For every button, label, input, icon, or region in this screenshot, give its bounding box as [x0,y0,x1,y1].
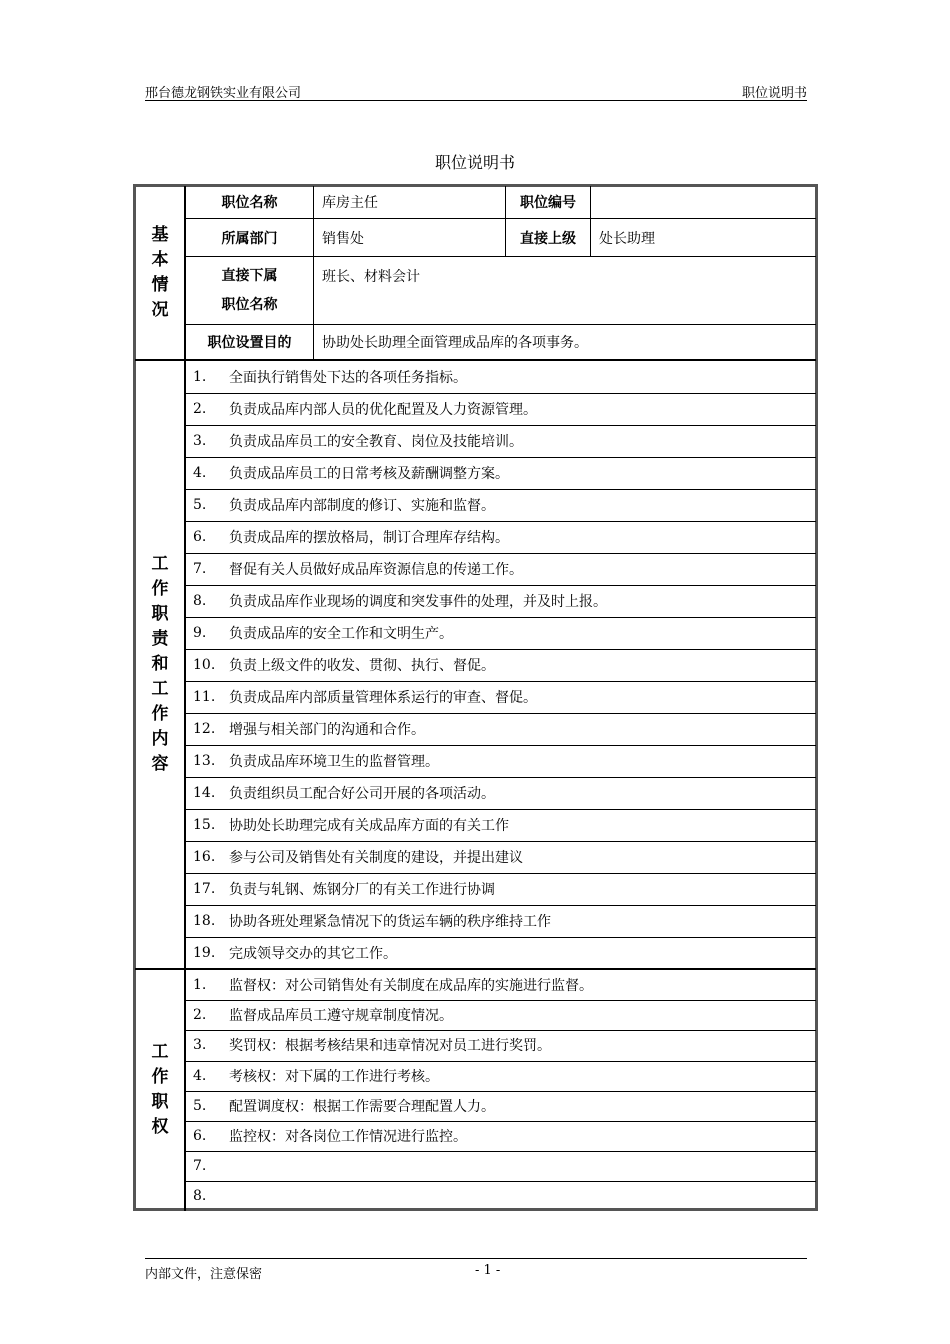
item-number: 5. [193,497,207,513]
list-item [185,1061,816,1091]
item-text: 参与公司及销售处有关制度的建设，并提出建议 [229,850,523,866]
confidential-note: 内部文件，注意保密 [145,1267,263,1282]
list-item [185,585,816,617]
item-text: 配置调度权：根据工作需要合理配置人力。 [229,1098,495,1115]
position-name-label: 职位名称 [221,195,278,211]
department-label: 所属部门 [221,230,278,247]
item-number: 2. [193,1007,207,1024]
header-doc-type: 职位说明书 [741,86,807,101]
purpose-label: 职位设置目的 [207,335,292,351]
list-item [185,777,816,809]
item-text: 增强与相关部门的沟通和合作。 [229,722,425,738]
item-number: 14. [193,785,216,801]
position-no-label: 职位编号 [520,195,576,211]
department-value: 销售处 [322,230,364,247]
item-text: 负责成品库的摆放格局，制订合理库存结构。 [229,530,509,546]
item-text: 监督权：对公司销售处有关制度在成品库的实施进行监督。 [229,978,593,995]
list-item [185,1030,816,1060]
item-text: 考核权：对下属的工作进行考核。 [229,1068,439,1085]
list-item [185,489,816,521]
item-number: 7. [193,561,207,577]
item-text: 负责成品库内部质量管理体系运行的审查、督促。 [229,690,537,706]
authority-section-label: 工 作 职 权 [151,1042,169,1137]
list-item [185,873,816,905]
item-text: 负责上级文件的收发、贯彻、执行、督促。 [229,658,495,674]
basic-info-section-label: 基 本 情 况 [151,224,169,320]
item-number: 15. [193,817,216,833]
item-number: 4. [193,465,207,481]
item-text: 完成领导交办的其它工作。 [229,946,397,962]
superior-label: 直接上级 [520,230,576,247]
item-number: 9. [193,625,207,641]
list-item [185,1091,816,1121]
item-text: 负责成品库的安全工作和文明生产。 [229,626,453,642]
item-number: 3. [193,433,207,449]
superior-value: 处长助理 [599,230,655,247]
list-item [185,361,816,393]
item-number: 10. [193,657,216,673]
list-item [185,1121,816,1151]
list-item [185,425,816,457]
list-item [185,905,816,937]
subordinates-value: 班长、材料会计 [322,269,420,285]
list-item [185,745,816,777]
item-number: 1. [193,977,207,994]
item-number: 7. [193,1158,207,1175]
item-number: 12. [193,721,216,737]
company-name: 邢台德龙钢铁实业有限公司 [145,86,302,101]
page-header [145,82,807,101]
item-text: 负责成品库内部制度的修订、实施和监督。 [229,498,495,514]
item-number: 11. [193,689,216,705]
item-number: 8. [193,593,207,609]
item-text: 奖罚权：根据考核结果和违章情况对员工进行奖罚。 [229,1038,551,1055]
position-name-value: 库房主任 [322,195,378,211]
list-item [185,937,816,969]
item-number: 2. [193,401,207,417]
page-number: - 1 - [475,1263,501,1278]
item-text: 负责成品库员工的日常考核及薪酬调整方案。 [229,466,509,482]
item-number: 3. [193,1037,207,1054]
list-item [185,970,816,1000]
list-item [185,617,816,649]
list-item [185,841,816,873]
item-number: 13. [193,753,216,769]
page-title: 职位说明书 [434,153,515,172]
item-number: 6. [193,529,207,545]
item-text: 督促有关人员做好成品库资源信息的传递工作。 [229,562,523,578]
list-item [185,1181,816,1211]
list-item [185,809,816,841]
item-number: 1. [193,369,207,385]
list-item [185,649,816,681]
list-item [185,393,816,425]
list-item [185,457,816,489]
item-number: 17. [193,881,216,897]
item-number: 6. [193,1128,207,1145]
subordinates-label: 直接下属 职位名称 [221,267,278,313]
item-number: 19. [193,945,216,961]
item-text: 监控权：对各岗位工作情况进行监控。 [229,1129,467,1146]
item-number: 18. [193,913,216,929]
list-item [185,1000,816,1030]
list-item [185,1151,816,1181]
item-number: 16. [193,849,216,865]
item-text: 负责组织员工配合好公司开展的各项活动。 [229,786,495,802]
list-item [185,713,816,745]
item-number: 5. [193,1097,207,1114]
item-text: 负责成品库环境卫生的监督管理。 [229,754,439,770]
item-text: 负责成品库员工的安全教育、岗位及技能培训。 [229,434,523,450]
duties-section-label: 工 作 职 责 和 工 作 内 容 [151,554,169,774]
position-no-value [599,186,809,218]
page-footer [145,1258,807,1282]
list-item [185,553,816,585]
item-text: 全面执行销售处下达的各项任务指标。 [229,370,467,386]
item-number: 8. [193,1188,207,1205]
item-text: 监督成品库员工遵守规章制度情况。 [229,1008,453,1025]
list-item [185,681,816,713]
item-text: 负责与轧钢、炼钢分厂的有关工作进行协调 [229,882,495,898]
item-text: 协助处长助理完成有关成品库方面的有关工作 [229,818,509,834]
item-text: 协助各班处理紧急情况下的货运车辆的秩序维持工作 [229,914,551,930]
item-number: 4. [193,1067,207,1084]
item-text: 负责成品库内部人员的优化配置及人力资源管理。 [229,402,537,418]
list-item [185,521,816,553]
purpose-value: 协助处长助理全面管理成品库的各项事务。 [322,335,588,351]
item-text: 负责成品库作业现场的调度和突发事件的处理，并及时上报。 [229,594,607,610]
